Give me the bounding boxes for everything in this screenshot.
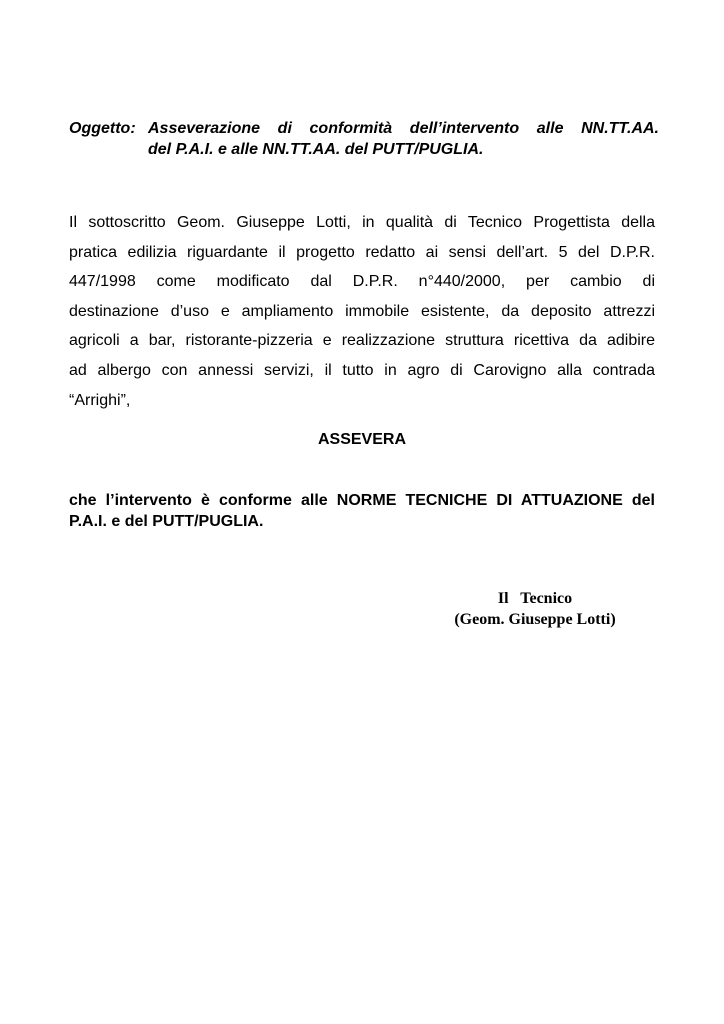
subject-line-2: del P.A.I. e alle NN.TT.AA. del PUTT/PUGLIA. [148, 141, 484, 158]
body-paragraph [69, 208, 655, 415]
signature-role: Il Tecnico [497, 590, 573, 607]
body-line: pratica edilizia riguardante il progetto redatto ai sensi dell’art. 5 del D.P.R. [69, 243, 655, 261]
body-line: ad albergo con annessi servizi, il tutto in agro di Carovigno alla contrada [69, 361, 655, 379]
signature-name: (Geom. Giuseppe Lotti) [454, 611, 616, 628]
subject-label: Oggetto: [69, 120, 136, 137]
signature-block [440, 588, 630, 630]
body-line: “Arrighi”, [69, 391, 131, 409]
body-line: agricoli a bar, ristorante-pizzeria e realizzazione struttura ricettiva da adibire [69, 332, 655, 350]
body-line: 447/1998 come modificato dal D.P.R. n°440/2000, per cambio di [69, 273, 655, 291]
statement-line-2: P.A.I. e del PUTT/PUGLIA. [69, 513, 264, 530]
statement-line-1: che l’intervento è conforme alle NORME TECNICHE DI ATTUAZIONE del [69, 492, 655, 509]
statement-block [69, 490, 655, 532]
body-line: destinazione d’uso e ampliamento immobile esistente, da deposito attrezzi [69, 302, 655, 320]
body-line: Il sottoscritto Geom. Giuseppe Lotti, in qualità di Tecnico Progettista della [69, 214, 655, 231]
subject-line-1: Asseverazione di conformità dell’intervento alle NN.TT.AA. [148, 120, 659, 137]
assevera-heading: ASSEVERA [317, 431, 407, 448]
subject-block [69, 118, 659, 160]
